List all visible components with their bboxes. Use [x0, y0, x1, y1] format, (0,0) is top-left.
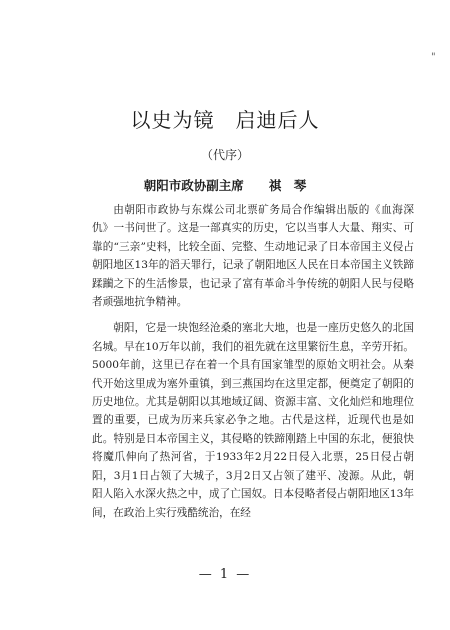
page-title: 以史为镜 启迪后人 [130, 108, 320, 132]
page-number: — 1 — [198, 567, 252, 582]
paragraph: 由朝阳市政协与东煤公司北票矿务局合作编辑出版的《血海深仇》一书问世了。这是一部真实的历史，它以当事人大量、翔实、可靠的“三亲”史料，比较全面、完整、生动地记录了日本帝国主义侵占朝阳地区13年的滔天罪行，记录了朝阳地区人民在日本帝国主义铁蹄蹂躏之下的生活惨景，也记录了富有革命斗争传统的朝阳人民与侵略者顽强地抗争精神。 [92, 204, 414, 309]
subtitle: （代序） [200, 148, 249, 162]
author-byline: 朝阳市政协副主席 祺 琴 [143, 178, 307, 193]
paragraph: 朝阳，它是一块饱经沧桑的塞北大地，也是一座历史悠久的北国名城。早在10万年以前，我们的祖先就在这里繁衍生息，辛劳开拓。5000年前，这里已存在着一个具有国家雏型的原始文明社会。从秦代开始这里成为塞外重镇，到三燕国均在这里定都，便奠定了朝阳的历史地位。尤其是朝阳以其地域辽阔、资源丰富、文化灿烂和地理位置的重要，已成为历来兵家必争之地。古代是这样，近现代也是如此。特别是日本帝国主义，其侵略的铁蹄刚踏上中国的东北，便狼快将魔爪伸向了热河省，于1933年2月22日侵入北票，25日侵占朝阳，3月1日占领了大城子，3月2日又占领了建平、凌源。从此，朝阳人陷入水深火热之中，成了亡国奴。日本侵略者侵占朝阳地区13年间，在政治上实行残酷统治，在经 [92, 322, 414, 519]
corner-mark: " [431, 52, 436, 63]
body-text [92, 201, 414, 522]
